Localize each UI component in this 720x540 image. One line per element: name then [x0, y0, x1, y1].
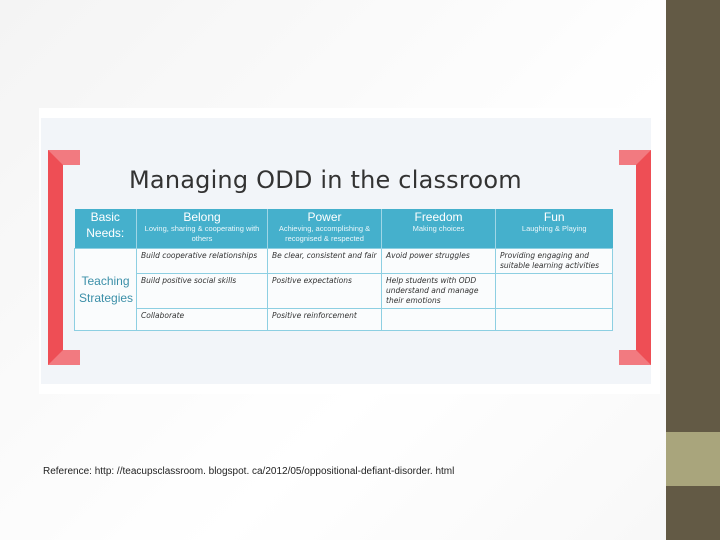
reference-text: Reference: http: //teacupsclassroom. blogspot. ca/2012/05/oppositional-defiant-disorder. html	[43, 466, 455, 477]
side-decoration-accent	[666, 432, 720, 486]
odd-strategies-table	[74, 209, 613, 331]
column-header-freedom: Freedom Making choices	[382, 209, 496, 249]
table-cell: Positive expectations	[268, 274, 382, 309]
right-bracket-decoration	[619, 150, 651, 365]
teaching-strategies-label: Teaching Strategies	[75, 249, 137, 331]
table-cell: Be clear, consistent and fair	[268, 249, 382, 274]
table-row	[75, 249, 613, 274]
table-cell	[382, 309, 496, 331]
table-cell	[496, 274, 613, 309]
table-row	[75, 274, 613, 309]
table-cell: Avoid power struggles	[382, 249, 496, 274]
table-row	[75, 309, 613, 331]
table-cell: Collaborate	[137, 309, 268, 331]
table-header-row	[75, 209, 613, 249]
column-header-power: Power Achieving, accomplishing & recognised & respected	[268, 209, 382, 249]
infographic-title: Managing ODD in the classroom	[129, 166, 522, 194]
table-cell: Build positive social skills	[137, 274, 268, 309]
table-cell: Positive reinforcement	[268, 309, 382, 331]
infographic-background	[41, 118, 651, 384]
odd-infographic-image	[39, 108, 660, 394]
table-cell: Help students with ODD understand and manage their emotions	[382, 274, 496, 309]
column-header-fun: Fun Laughing & Playing	[496, 209, 613, 249]
table-cell: Providing engaging and suitable learning activities	[496, 249, 613, 274]
column-header-belong: Belong Loving, sharing & cooperating with others	[137, 209, 268, 249]
table-cell: Build cooperative relationships	[137, 249, 268, 274]
table-cell	[496, 309, 613, 331]
basic-needs-header: Basic Needs:	[75, 209, 137, 249]
